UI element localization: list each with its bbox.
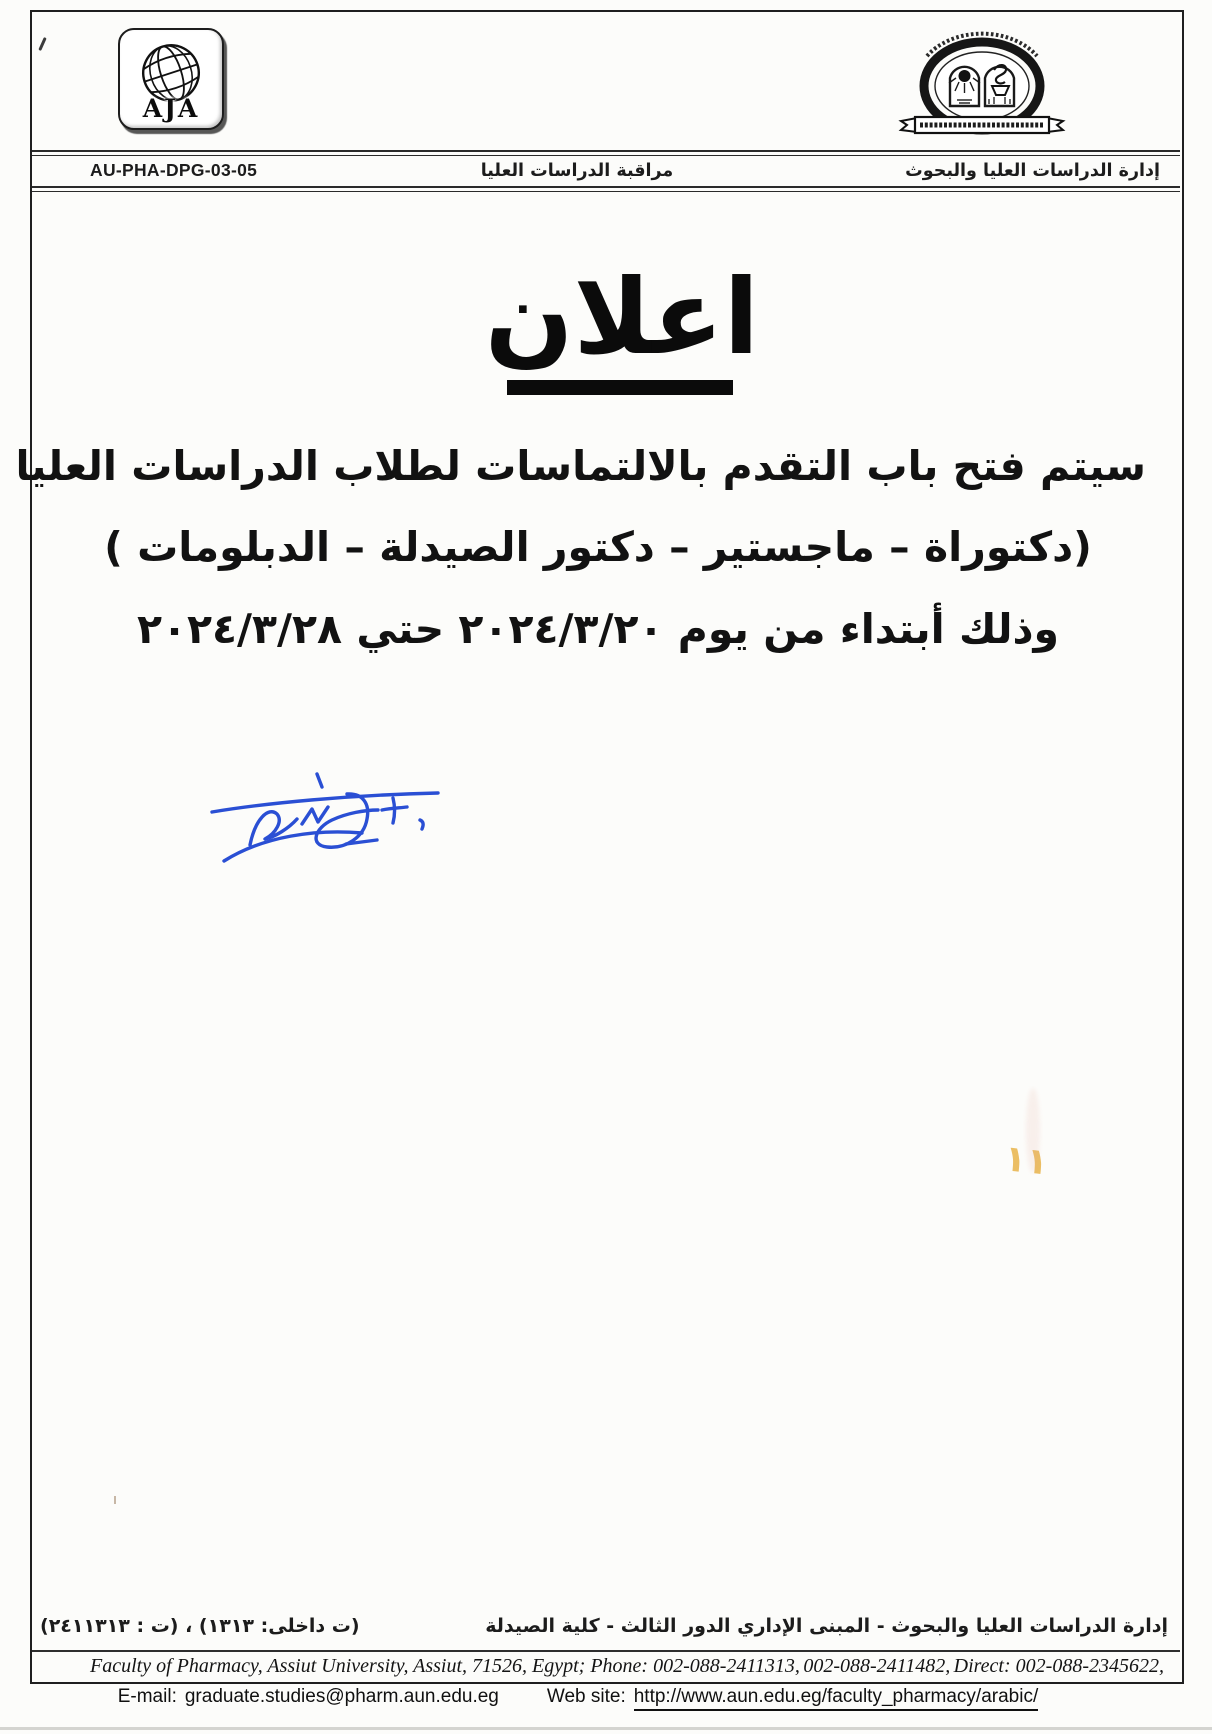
body-line-2: (دكتوراة – ماجستير – دكتور الصيدلة – الدبلومات ) <box>104 523 1092 572</box>
signature-ink <box>196 748 448 868</box>
footer-arabic-line <box>40 1615 1168 1637</box>
header-center-title: مراقبة الدراسات العليا <box>480 160 674 181</box>
footer-department-address: إدارة الدراسات العليا والبحوث - المبنى الإداري الدور الثالث - كلية الصيدلة <box>485 1615 1168 1637</box>
pen-speck <box>38 37 46 51</box>
pharmacy-seal-icon <box>893 129 1071 148</box>
footer-direct-phone: Direct: 002-088-2345622, <box>953 1655 1164 1677</box>
footer-internal-phones: (ت داخلى: ١٣١٣) ، (ت : ٢٤١١٣١٣) <box>40 1615 360 1637</box>
website-link[interactable]: http://www.aun.edu.eg/faculty_pharmacy/arabic/ <box>634 1686 1039 1711</box>
website-label: Web site: <box>546 1686 626 1707</box>
header-right-title: إدارة الدراسات العليا والبحوث <box>905 160 1160 181</box>
footer-address-phone: Faculty of Pharmacy, Assiut University, Assiut, 71526, Egypt; Phone: 002-088-2411313, <box>90 1655 800 1677</box>
footer-english-line <box>90 1655 1164 1678</box>
scanner-edge-shadow <box>0 1727 1212 1730</box>
announcement-body <box>15 440 1146 684</box>
footer-contact-line <box>0 1686 1184 1711</box>
body-line-1: سيتم فتح باب التقدم بالالتماسات لطلاب الدراسات العليا <box>15 442 1146 490</box>
aja-label: AJA <box>142 94 200 123</box>
document-code: AU-PHA-DPG-03-05 <box>90 160 258 180</box>
header-bottom-rule <box>32 186 1180 192</box>
yellow-handwritten-note: ١١ <box>1002 1138 1051 1184</box>
email-label: E-mail: <box>117 1686 177 1707</box>
scan-smudge <box>1026 1088 1040 1173</box>
footer-phone-2: 002-088-2411482, <box>803 1655 951 1677</box>
email-address: graduate.studies@pharm.aun.edu.eg <box>184 1686 499 1707</box>
body-line-3: وذلك أبتداء من يوم ٢٠٢٤/٣/٢٠ حتي ٢٠٢٤/٣/٢٨ <box>136 604 1060 653</box>
university-emblem <box>893 18 1071 144</box>
footer-rule <box>32 1650 1180 1652</box>
document-header <box>32 150 1180 192</box>
announcement-title: اعلان <box>484 256 760 378</box>
scan-speck <box>114 1496 116 1504</box>
aja-logo <box>118 28 224 130</box>
announcement-title-block <box>0 258 1212 395</box>
title-underline <box>507 380 733 395</box>
